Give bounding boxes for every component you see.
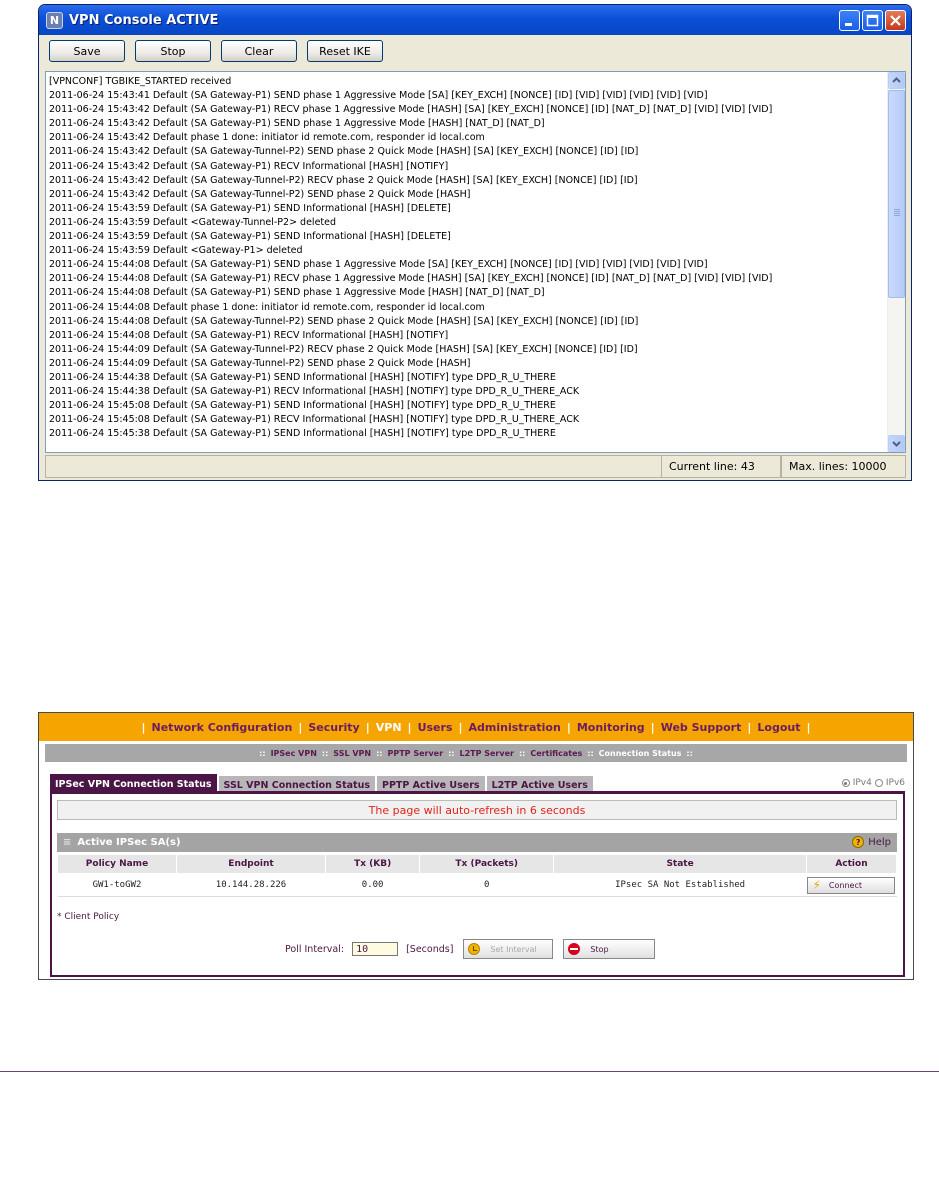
console-titlebar[interactable] bbox=[39, 5, 911, 35]
main-nav-separator: | bbox=[407, 720, 412, 734]
main-nav-item-administration[interactable]: Administration bbox=[468, 720, 561, 734]
main-nav-item-monitoring[interactable]: Monitoring bbox=[576, 720, 645, 734]
log-line: 2011-06-24 15:45:38 Default (SA Gateway-P1) SEND Informational [HASH] [NOTIFY] type DPD_R_U_THERE bbox=[49, 428, 556, 440]
current-line-status: Current line: 43 bbox=[661, 455, 781, 478]
log-line: 2011-06-24 15:44:08 Default (SA Gateway-P1) SEND phase 1 Aggressive Mode [HASH] [NAT_D] [NAT_D] bbox=[49, 287, 545, 299]
sub-nav-item-certificates[interactable]: Certificates bbox=[530, 748, 583, 758]
log-line: [VPNCONF] TGBIKE_STARTED received bbox=[49, 76, 232, 87]
status-main bbox=[45, 455, 661, 478]
app-icon: N bbox=[46, 12, 63, 29]
cell-endpoint: 10.144.28.226 bbox=[176, 874, 325, 897]
sub-nav-separator: :: bbox=[259, 748, 266, 758]
col-state: State bbox=[554, 855, 807, 874]
chevron-down-icon bbox=[889, 436, 904, 451]
sa-table bbox=[57, 854, 897, 897]
main-nav-item-vpn[interactable]: VPN bbox=[375, 720, 402, 734]
scroll-up-button[interactable] bbox=[888, 72, 905, 89]
log-line: 2011-06-24 15:43:42 Default (SA Gateway-Tunnel-P2) SEND phase 2 Quick Mode [HASH] bbox=[49, 188, 471, 200]
log-line: 2011-06-24 15:44:38 Default (SA Gateway-P1) SEND Informational [HASH] [NOTIFY] type DPD_R_U_THERE bbox=[49, 371, 556, 383]
ipv6-radio[interactable] bbox=[875, 779, 883, 787]
log-line: 2011-06-24 15:44:08 Default (SA Gateway-P1) SEND phase 1 Aggressive Mode [SA] [KEY_EXCH] [NONCE] [ID] [VID] [VID] [VID] [VID] [VID] bbox=[49, 259, 708, 271]
table-header-row bbox=[58, 855, 897, 874]
help-icon: ? bbox=[852, 836, 864, 848]
col-tx-kb: Tx (KB) bbox=[326, 855, 420, 874]
auto-refresh-message: The page will auto-refresh in 6 seconds bbox=[57, 800, 897, 820]
client-policy-note: * Client Policy bbox=[57, 912, 120, 922]
sub-nav-separator: :: bbox=[587, 748, 594, 758]
main-nav-separator: | bbox=[650, 720, 655, 734]
vpn-console-window bbox=[38, 4, 912, 481]
minimize-icon bbox=[840, 11, 859, 30]
log-line: 2011-06-24 15:45:08 Default (SA Gateway-P1) RECV Informational [HASH] [NOTIFY] type DPD_R_U_THERE_ACK bbox=[49, 414, 580, 426]
lightning-icon: ⚡ bbox=[812, 878, 821, 892]
col-endpoint: Endpoint bbox=[176, 855, 325, 874]
stop-polling-button[interactable] bbox=[563, 939, 655, 959]
col-policy-name: Policy Name bbox=[58, 855, 177, 874]
sub-nav-item-connection-status[interactable]: Connection Status bbox=[598, 748, 682, 758]
close-icon bbox=[886, 11, 905, 30]
poll-interval-input[interactable]: 10 bbox=[352, 942, 398, 956]
sub-nav-item-ipsec-vpn[interactable]: IPSec VPN bbox=[270, 748, 317, 758]
footer-divider bbox=[0, 1071, 939, 1072]
ip-version-selector bbox=[842, 778, 905, 788]
cell-tx-kb: 0.00 bbox=[326, 874, 420, 897]
tab-l2tp-active-users[interactable]: L2TP Active Users bbox=[487, 776, 593, 794]
log-line: 2011-06-24 15:43:42 Default phase 1 done: initiator id remote.com, responder id local.com bbox=[49, 132, 485, 144]
vertical-scrollbar[interactable] bbox=[887, 72, 905, 452]
sub-nav-separator: :: bbox=[686, 748, 693, 758]
main-nav-separator: | bbox=[566, 720, 571, 734]
tab-ssl-vpn-connection-status[interactable]: SSL VPN Connection Status bbox=[219, 776, 375, 794]
clock-icon bbox=[468, 943, 480, 955]
section-grip-icon: ≡ bbox=[63, 837, 72, 848]
ipv4-radio[interactable] bbox=[842, 779, 850, 787]
log-line: 2011-06-24 15:43:59 Default (SA Gateway-P1) SEND Informational [HASH] [DELETE] bbox=[49, 202, 451, 214]
sub-nav-separator: :: bbox=[448, 748, 455, 758]
maximize-icon bbox=[863, 11, 882, 30]
help-link[interactable] bbox=[852, 836, 891, 848]
main-nav-separator: | bbox=[365, 720, 370, 734]
set-interval-label: Set Interval bbox=[490, 944, 537, 954]
minimize-button[interactable] bbox=[839, 10, 860, 31]
sub-nav bbox=[45, 744, 907, 762]
log-line: 2011-06-24 15:44:38 Default (SA Gateway-P1) RECV Informational [HASH] [NOTIFY] type DPD_R_U_THERE_ACK bbox=[49, 386, 580, 398]
table-row bbox=[58, 874, 897, 897]
log-line: 2011-06-24 15:43:59 Default (SA Gateway-P1) SEND Informational [HASH] [DELETE] bbox=[49, 231, 451, 243]
close-button[interactable] bbox=[885, 10, 906, 31]
tab-ipsec-vpn-connection-status[interactable]: IPSec VPN Connection Status bbox=[50, 774, 217, 794]
log-line: 2011-06-24 15:43:59 Default <Gateway-Tunnel-P2> deleted bbox=[49, 216, 337, 228]
main-nav-item-web-support[interactable]: Web Support bbox=[660, 720, 742, 734]
log-line: 2011-06-24 15:43:42 Default (SA Gateway-P1) SEND phase 1 Aggressive Mode [HASH] [NAT_D] [NAT_D] bbox=[49, 118, 545, 130]
cell-tx-packets: 0 bbox=[420, 874, 554, 897]
log-line: 2011-06-24 15:43:59 Default <Gateway-P1> deleted bbox=[49, 245, 303, 257]
log-line: 2011-06-24 15:44:08 Default (SA Gateway-Tunnel-P2) SEND phase 2 Quick Mode [HASH] [SA] [KEY_EXCH] [NONCE] [ID] [ID] bbox=[49, 315, 639, 327]
ipv6-label: IPv6 bbox=[885, 778, 905, 788]
log-line: 2011-06-24 15:44:08 Default (SA Gateway-P1) RECV phase 1 Aggressive Mode [HASH] [SA] [KEY_EXCH] [NONCE] [ID] [NAT_D] [NAT_D] [VID] [VID] [VID] bbox=[49, 273, 773, 285]
clear-button[interactable]: Clear bbox=[221, 40, 297, 62]
log-textarea[interactable] bbox=[45, 71, 906, 453]
poll-interval-unit: [Seconds] bbox=[406, 943, 454, 955]
max-lines-status: Max. lines: 10000 bbox=[781, 455, 906, 478]
main-nav-separator: | bbox=[141, 720, 146, 734]
section-title: Active IPSec SA(s) bbox=[77, 837, 181, 848]
stop-icon bbox=[568, 943, 580, 955]
cell-policy-name: GW1-toGW2 bbox=[58, 874, 177, 897]
sub-nav-separator: :: bbox=[376, 748, 383, 758]
col-tx-packets: Tx (Packets) bbox=[420, 855, 554, 874]
main-nav-item-security[interactable]: Security bbox=[308, 720, 360, 734]
log-line: 2011-06-24 15:43:42 Default (SA Gateway-P1) RECV Informational [HASH] [NOTIFY] bbox=[49, 160, 449, 172]
main-nav-separator: | bbox=[458, 720, 463, 734]
tab-pptp-active-users[interactable]: PPTP Active Users bbox=[377, 776, 485, 794]
console-toolbar bbox=[39, 35, 911, 67]
main-nav-separator: | bbox=[806, 720, 811, 734]
section-header bbox=[57, 833, 897, 852]
cell-action bbox=[806, 874, 896, 897]
log-line: 2011-06-24 15:45:08 Default (SA Gateway-P1) SEND Informational [HASH] [NOTIFY] type DPD_R_U_THERE bbox=[49, 400, 556, 412]
stop-polling-label: Stop bbox=[590, 944, 609, 954]
ipv4-label: IPv4 bbox=[852, 778, 872, 788]
sub-nav-separator: :: bbox=[518, 748, 526, 758]
set-interval-button[interactable] bbox=[463, 939, 553, 959]
log-line: 2011-06-24 15:43:42 Default (SA Gateway-Tunnel-P2) SEND phase 2 Quick Mode [HASH] [SA] [KEY_EXCH] [NONCE] [ID] [ID] bbox=[49, 146, 639, 158]
main-nav bbox=[39, 713, 913, 741]
main-nav-separator: | bbox=[747, 720, 752, 734]
col-action: Action bbox=[806, 855, 896, 874]
log-line: 2011-06-24 15:43:42 Default (SA Gateway-Tunnel-P2) RECV phase 2 Quick Mode [HASH] [SA] [KEY_EXCH] [NONCE] [ID] [ID] bbox=[49, 174, 638, 186]
main-nav-item-users[interactable]: Users bbox=[417, 720, 453, 734]
save-button[interactable]: Save bbox=[49, 40, 125, 62]
main-nav-separator: | bbox=[298, 720, 303, 734]
log-line: 2011-06-24 15:44:09 Default (SA Gateway-Tunnel-P2) SEND phase 2 Quick Mode [HASH] bbox=[49, 357, 471, 369]
scrollbar-thumb[interactable] bbox=[888, 90, 905, 298]
content-panel bbox=[50, 791, 905, 977]
poll-interval-row bbox=[285, 939, 655, 959]
log-lines bbox=[49, 75, 885, 450]
reset-ike-button[interactable]: Reset IKE bbox=[307, 40, 383, 62]
sub-nav-separator: :: bbox=[321, 748, 329, 758]
connect-label: Connect bbox=[828, 880, 862, 890]
maximize-button[interactable] bbox=[862, 10, 883, 31]
grip-icon bbox=[894, 209, 900, 210]
scroll-down-button[interactable] bbox=[888, 435, 905, 452]
log-line: 2011-06-24 15:44:08 Default (SA Gateway-P1) RECV Informational [HASH] [NOTIFY] bbox=[49, 329, 449, 341]
main-nav-item-network-configuration[interactable]: Network Configuration bbox=[151, 720, 293, 734]
log-line: 2011-06-24 15:44:08 Default phase 1 done: initiator id remote.com, responder id local.com bbox=[49, 301, 485, 313]
window-controls bbox=[839, 10, 906, 31]
cell-state: IPsec SA Not Established bbox=[554, 874, 807, 897]
status-bar bbox=[45, 455, 906, 478]
poll-interval-label: Poll Interval: bbox=[285, 943, 345, 955]
help-label: Help bbox=[868, 836, 891, 848]
chevron-up-icon bbox=[889, 73, 904, 88]
sub-nav-item-ssl-vpn[interactable]: SSL VPN bbox=[333, 748, 372, 758]
window-title: VPN Console ACTIVE bbox=[69, 12, 219, 28]
stop-button[interactable]: Stop bbox=[135, 40, 211, 62]
connect-button[interactable] bbox=[807, 877, 895, 894]
log-line: 2011-06-24 15:44:09 Default (SA Gateway-Tunnel-P2) RECV phase 2 Quick Mode [HASH] [SA] [KEY_EXCH] [NONCE] [ID] [ID] bbox=[49, 343, 638, 355]
sub-nav-item-pptp-server[interactable]: PPTP Server bbox=[387, 748, 444, 758]
connection-status-page bbox=[38, 712, 914, 980]
log-line: 2011-06-24 15:43:41 Default (SA Gateway-P1) SEND phase 1 Aggressive Mode [SA] [KEY_EXCH] [NONCE] [ID] [VID] [VID] [VID] [VID] [VID] bbox=[49, 90, 708, 102]
main-nav-item-logout[interactable]: Logout bbox=[757, 720, 801, 734]
sub-nav-item-l2tp-server[interactable]: L2TP Server bbox=[459, 748, 514, 758]
log-line: 2011-06-24 15:43:42 Default (SA Gateway-P1) RECV phase 1 Aggressive Mode [HASH] [SA] [KEY_EXCH] [NONCE] [ID] [NAT_D] [NAT_D] [VID] [VID] [VID] bbox=[49, 104, 773, 116]
